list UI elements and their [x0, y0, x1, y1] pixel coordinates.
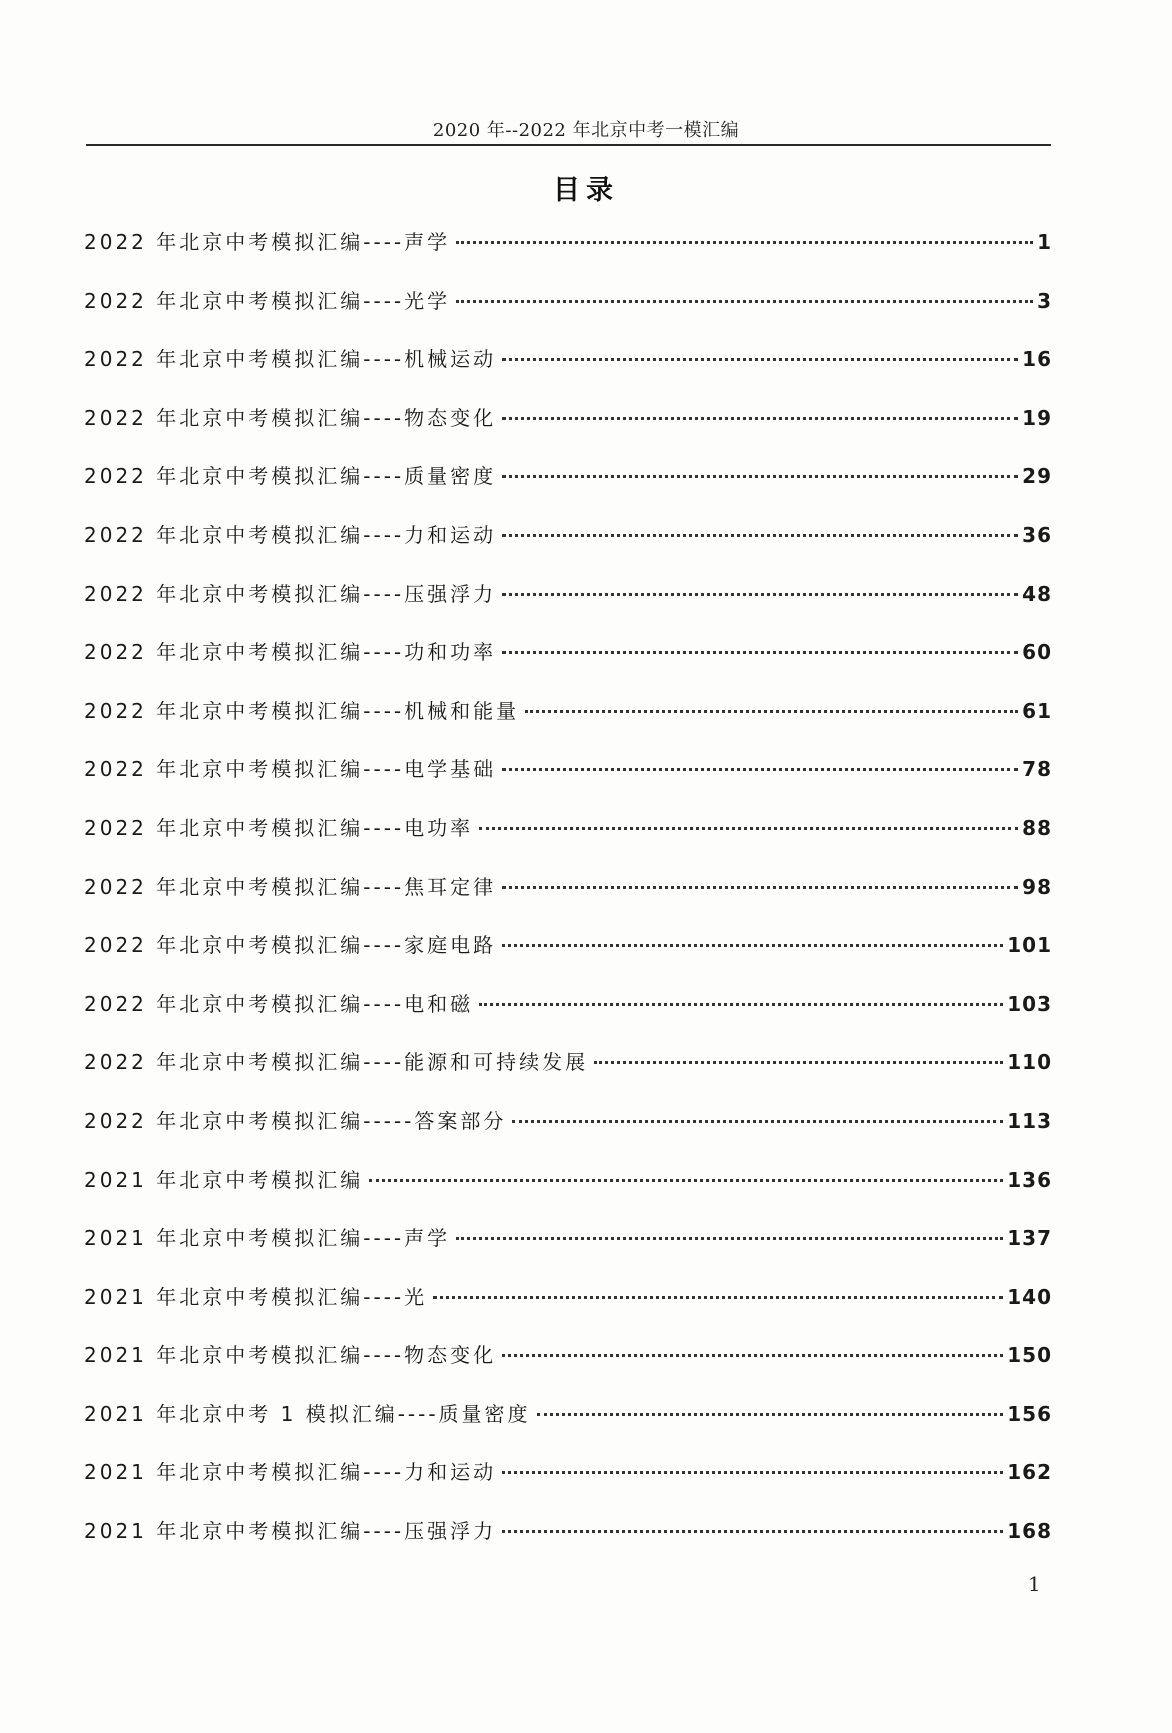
toc-entry-page: 136: [1007, 1167, 1052, 1192]
toc-entry-label: 2022 年北京中考模拟汇编----力和运动: [84, 522, 497, 547]
toc-entry-label: 2021 年北京中考模拟汇编: [84, 1167, 364, 1192]
toc-entry-page: 150: [1007, 1343, 1052, 1368]
toc-entry-page: 88: [1022, 815, 1052, 840]
toc-entry-page: 103: [1007, 991, 1052, 1016]
toc-entry[interactable]: [84, 1398, 1052, 1457]
toc-leader-dots: [456, 1237, 1003, 1240]
toc-entry-label: 2022 年北京中考模拟汇编----机械和能量: [84, 698, 520, 723]
toc-entry-label: 2022 年北京中考模拟汇编----家庭电路: [84, 933, 497, 958]
toc-entry-page: 113: [1007, 1108, 1052, 1133]
toc-entry[interactable]: [84, 929, 1052, 988]
toc-entry-page: 110: [1007, 1050, 1052, 1075]
toc-leader-dots: [537, 1413, 1004, 1416]
toc-entry[interactable]: [84, 1456, 1052, 1515]
toc-entry-page: 16: [1022, 347, 1052, 372]
toc-entry-page: 98: [1022, 874, 1052, 899]
toc-entry[interactable]: [84, 343, 1052, 402]
toc-entry-label: 2022 年北京中考模拟汇编----物态变化: [84, 405, 497, 430]
toc-entry[interactable]: [84, 1105, 1052, 1164]
toc-list: [84, 226, 1052, 1574]
toc-entry-page: 36: [1022, 522, 1052, 547]
toc-entry[interactable]: [84, 1515, 1052, 1574]
toc-entry-label: 2021 年北京中考模拟汇编----力和运动: [84, 1460, 497, 1485]
toc-leader-dots: [502, 358, 1018, 361]
toc-entry[interactable]: [84, 1339, 1052, 1398]
toc-title: 目录: [553, 175, 619, 206]
toc-leader-dots: [479, 827, 1018, 830]
toc-entry-page: 78: [1022, 757, 1052, 782]
toc-entry[interactable]: [84, 1281, 1052, 1340]
toc-entry-label: 2021 年北京中考模拟汇编----声学: [84, 1226, 451, 1251]
toc-entry-page: 19: [1022, 405, 1052, 430]
toc-entry-page: 1: [1037, 230, 1052, 254]
toc-leader-dots: [456, 241, 1033, 244]
toc-entry[interactable]: [84, 226, 1052, 285]
toc-entry-label: 2022 年北京中考模拟汇编----功和功率: [84, 640, 497, 665]
toc-entry-label: 2022 年北京中考模拟汇编----电学基础: [84, 757, 497, 782]
toc-entry-page: 101: [1007, 933, 1052, 958]
toc-entry[interactable]: [84, 695, 1052, 754]
toc-entry[interactable]: [84, 519, 1052, 578]
toc-entry-label: 2022 年北京中考模拟汇编----光学: [84, 288, 451, 313]
toc-entry[interactable]: [84, 988, 1052, 1047]
toc-leader-dots: [502, 1471, 1003, 1474]
toc-entry-page: 60: [1022, 640, 1052, 665]
toc-leader-dots: [502, 534, 1018, 537]
toc-entry[interactable]: [84, 1222, 1052, 1281]
toc-leader-dots: [433, 1296, 1003, 1299]
toc-entry-page: 3: [1037, 288, 1052, 313]
toc-entry-label: 2022 年北京中考模拟汇编----机械运动: [84, 347, 497, 372]
toc-leader-dots: [502, 475, 1018, 478]
toc-leader-dots: [502, 1354, 1003, 1357]
toc-entry-page: 137: [1007, 1226, 1052, 1251]
toc-entry-label: 2022 年北京中考模拟汇编----质量密度: [84, 464, 497, 489]
toc-leader-dots: [512, 1120, 1003, 1123]
toc-entry-label: 2022 年北京中考模拟汇编----电和磁: [84, 991, 474, 1016]
toc-entry-label: 2022 年北京中考模拟汇编-----答案部分: [84, 1108, 507, 1133]
toc-leader-dots: [456, 300, 1033, 303]
toc-entry[interactable]: [84, 812, 1052, 871]
toc-entry[interactable]: [84, 871, 1052, 930]
toc-entry[interactable]: [84, 460, 1052, 519]
toc-entry-page: 61: [1022, 698, 1052, 723]
toc-entry-label: 2022 年北京中考模拟汇编----能源和可持续发展: [84, 1050, 589, 1075]
toc-leader-dots: [502, 417, 1018, 420]
toc-leader-dots: [502, 944, 1003, 947]
toc-entry-label: 2021 年北京中考模拟汇编----物态变化: [84, 1343, 497, 1368]
toc-entry[interactable]: [84, 402, 1052, 461]
toc-entry-label: 2022 年北京中考模拟汇编----压强浮力: [84, 581, 497, 606]
toc-entry-page: 48: [1022, 581, 1052, 606]
toc-leader-dots: [479, 1003, 1003, 1006]
toc-entry[interactable]: [84, 1046, 1052, 1105]
toc-entry[interactable]: [84, 578, 1052, 637]
toc-entry-label: 2022 年北京中考模拟汇编----声学: [84, 230, 451, 254]
toc-leader-dots: [525, 710, 1018, 713]
toc-leader-dots: [502, 651, 1018, 654]
toc-entry-label: 2021 年北京中考 1 模拟汇编----质量密度: [84, 1401, 531, 1426]
toc-leader-dots: [594, 1061, 1003, 1064]
toc-entry-label: 2022 年北京中考模拟汇编----焦耳定律: [84, 874, 497, 899]
toc-entry-label: 2021 年北京中考模拟汇编----压强浮力: [84, 1519, 497, 1544]
running-header: 2020 年--2022 年北京中考一模汇编: [432, 120, 740, 141]
toc-leader-dots: [502, 593, 1018, 596]
toc-entry-page: 156: [1007, 1401, 1052, 1426]
toc-entry-page: 162: [1007, 1460, 1052, 1485]
page-number: 1: [1028, 1572, 1041, 1596]
toc-leader-dots: [502, 768, 1018, 771]
toc-entry-label: 2022 年北京中考模拟汇编----电功率: [84, 815, 474, 840]
toc-entry[interactable]: [84, 1164, 1052, 1223]
toc-entry[interactable]: [84, 285, 1052, 344]
header-rule: [86, 144, 1051, 146]
toc-entry-page: 140: [1007, 1284, 1052, 1309]
toc-leader-dots: [502, 1530, 1003, 1533]
toc-entry[interactable]: [84, 753, 1052, 812]
toc-entry-label: 2021 年北京中考模拟汇编----光: [84, 1284, 428, 1309]
toc-leader-dots: [502, 886, 1018, 889]
toc-entry-page: 168: [1007, 1519, 1052, 1544]
toc-entry[interactable]: [84, 636, 1052, 695]
toc-entry-page: 29: [1022, 464, 1052, 489]
toc-leader-dots: [369, 1179, 1003, 1182]
